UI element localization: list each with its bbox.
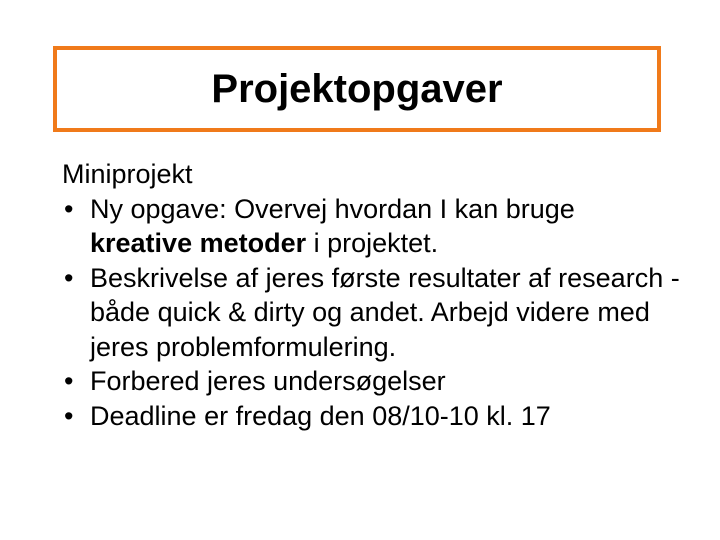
slide-body: [62, 157, 682, 433]
bullet-text: Forbered jeres undersøgelser: [90, 366, 446, 396]
bullet-text: Beskrivelse af jeres første resultater af research - både quick & dirty og andet. Arbejd videre med jeres problemformulering.: [90, 262, 680, 362]
slide-title: Projektopgaver: [211, 67, 503, 111]
bullet-item-prepare: [62, 364, 682, 399]
bullet-item-description: [62, 261, 682, 365]
section-heading: Miniprojekt: [62, 159, 193, 189]
bullet-icon: •: [64, 193, 74, 224]
bullet-list: [62, 192, 682, 434]
bullet-item-new-task: [62, 192, 682, 261]
bullet-text-part: i projektet.: [306, 228, 439, 258]
bullet-text: Deadline er fredag den 08/10-10 kl. 17: [90, 400, 551, 431]
bullet-text-part: Ny opgave: Overvej hvordan I kan bruge: [90, 193, 575, 224]
bullet-item-deadline: [62, 399, 682, 434]
bullet-icon: •: [64, 400, 74, 431]
title-frame: [53, 46, 661, 132]
bullet-icon: •: [64, 262, 74, 293]
bullet-text-bold: kreative metoder: [90, 228, 307, 258]
bullet-icon: •: [64, 366, 74, 396]
